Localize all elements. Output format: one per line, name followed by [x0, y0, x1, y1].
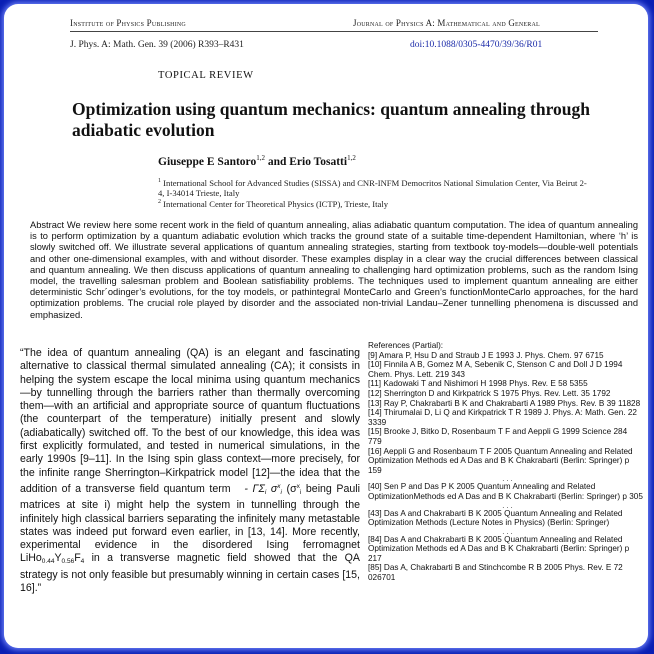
reference-entry: [11] Kadowaki T and Nishimori H 1998 Phys. Rev. E 58 5355: [368, 379, 588, 389]
publisher-name: Institute of Physics Publishing: [70, 18, 186, 28]
reference-entry: [13] Ray P, Chakrabarti B K and Chakrabarti A 1989 Phys. Rev. B 39 11828: [368, 398, 641, 408]
reference-entry: [84] Das A and Chakrabarti B K 2005 Quantum Annealing and Related Optimization Methods ed A Das and B K Chakrabarti (Berlin: Springer) p 217: [368, 534, 630, 563]
author-name: Erio Tosatti: [289, 155, 348, 168]
author-affiliation-mark: 1,2: [347, 154, 356, 162]
reference-entry: [10] Finnila A B, Gomez M A, Sebenik C, Stenson C and Doll J D 1994 Chem. Phys. Lett. 219 343: [368, 360, 623, 379]
reference-entry: [14] Thirumalai D, Li Q and Kirkpatrick T R 1989 J. Phys. A: Math. Gen. 22 3339: [368, 408, 637, 427]
omission-ellipsis: . . .: [502, 474, 513, 484]
author-conjunction: and: [264, 155, 290, 168]
author-list: [158, 154, 356, 168]
journal-citation: J. Phys. A: Math. Gen. 39 (2006) R393–R431: [70, 40, 244, 50]
affiliation: $^1$ International School for Advanced Studies (SISSA) and CNR-INFM Democritos National Simulation Center, Via Beirut 2-4, I-34014 Trieste, Italy: [158, 177, 587, 199]
omission-ellipsis: . . .: [502, 526, 513, 536]
reference-entry: [43] Das A and Chakrabarti B K 2005 Quantum Annealing and Related Optimization Methods (Lecture Notes in Physics) (Berlin: Springer): [368, 508, 623, 528]
reference-entry: [15] Brooke J, Bitko D, Rosenbaum T F and Aeppli G 1999 Science 284 779: [368, 427, 628, 446]
document-page: [4, 4, 648, 648]
quoted-passage: “The idea of quantum annealing (QA) is an elegant and fascinating alternative to classical thermal simulated annealing (CA); it consists in helping the system escape the local minima using quantum mechanics—by tunnelling through the barriers rather than thermally overcoming them—with an artificial and appropriate source of quantum fluctuations (the counterpart of the temperature) initially present and slowly (adiabatically) switched off. To the best of our knowledge, this idea was first explicitly formulated, and tested in numerical simulations, in the early 1990s [9–11]. In the Ising spin glass context—more precisely, for the infinite range Sherrington–Kirkpatrick model [12]—the idea that the addition of a transverse field quantum term - $\Gamma\Sigma_i$ $\sigma^x_i$ ($\sigma^x_i$ being Pauli matrices at site i) might help the system in tunnelling through the infinitely high classical barriers separating the infinitely many metastable states was indeed put forward even earlier, in [13, 14]. More recently, experimental evidence in the disordered Ising ferromagnet $LiHo_{0.44}Y_{0.56}F_4$ in a transverse magnetic field showed that the QA strategy is not only feasible but presumably winning in certain cases [15, 16].”: [20, 347, 360, 595]
omission-ellipsis: . . .: [502, 500, 513, 510]
journal-name: Journal of Physics A: Mathematical and General: [353, 18, 540, 28]
references-heading: References (Partial):: [368, 341, 444, 350]
reference-entry: [40] Sen P and Das P K 2005 Quantum Annealing and Related OptimizationMethods ed A Das and B K Chakrabarti (Berlin: Springer) p 305: [368, 482, 643, 501]
doi-link[interactable]: doi:10.1088/0305-4470/39/36/R01: [410, 40, 543, 50]
reference-entry: [16] Aeppli G and Rosenbaum T F 2005 Quantum Annealing and Related Optimization Methods ed A Das and B K Chakrabarti (Berlin: Springer) p 159: [368, 446, 633, 475]
reference-entry: [12] Sherrington D and Kirkpatrick S 1975 Phys. Rev. Lett. 35 1792: [368, 388, 611, 398]
paper-title: Optimization using quantum mechanics: quantum annealing through adiabatic evolution: [72, 99, 590, 140]
reference-entry: [9] Amara P, Hsu D and Straub J E 1993 J. Phys. Chem. 97 6715: [368, 350, 604, 360]
abstract: Abstract We review here some recent work in the field of quantum annealing, alias adiabatic quantum computation. The idea of quantum annealing is to perform optimization by a quantum adiabatic evolution which tracks the ground state of a suitable time-dependent Hamiltonian, where ‘h’ is slowly switched off. We illustrate several applications of quantum annealing strategies, starting from textbook toy-models—double-well potentials and other one-dimensional examples, with and without disorder. These examples display in a clear way the crucial differences between classical and quantum annealing. We then discuss applications of quantum annealing to challenging hard optimization problems, such as the random Ising model, the travelling salesman problem and Boolean satisfiability problems. The techniques used to implement quantum annealing are either deterministic Schr´odinger’s evolutions, for the toy models, or pathintegral MonteCarlo and Green’s functionMonteCarlo approaches, for the hard optimization problems. The crucial role played by disorder and the associated non-trivial Landau–Zener tunnelling phenomena is discussed and emphasized.: [30, 220, 638, 320]
reference-list: [368, 341, 643, 583]
header-rule: [70, 31, 598, 32]
reference-entry: [85] Das A, Chakrabarti B and Stinchcombe R B 2005 Phys. Rev. E 72 026701: [368, 563, 623, 583]
transverse-field-formula: - $\Gamma\Sigma_i$ $\sigma^x_i$: [244, 482, 282, 496]
author-name: Giuseppe E Santoro: [158, 155, 257, 168]
affiliation: $^2$ International Center for Theoretical Physics (ICTP), Trieste, Italy: [158, 198, 389, 209]
author-affiliation-mark: 1,2: [256, 154, 265, 162]
section-label: TOPICAL REVIEW: [158, 70, 254, 81]
